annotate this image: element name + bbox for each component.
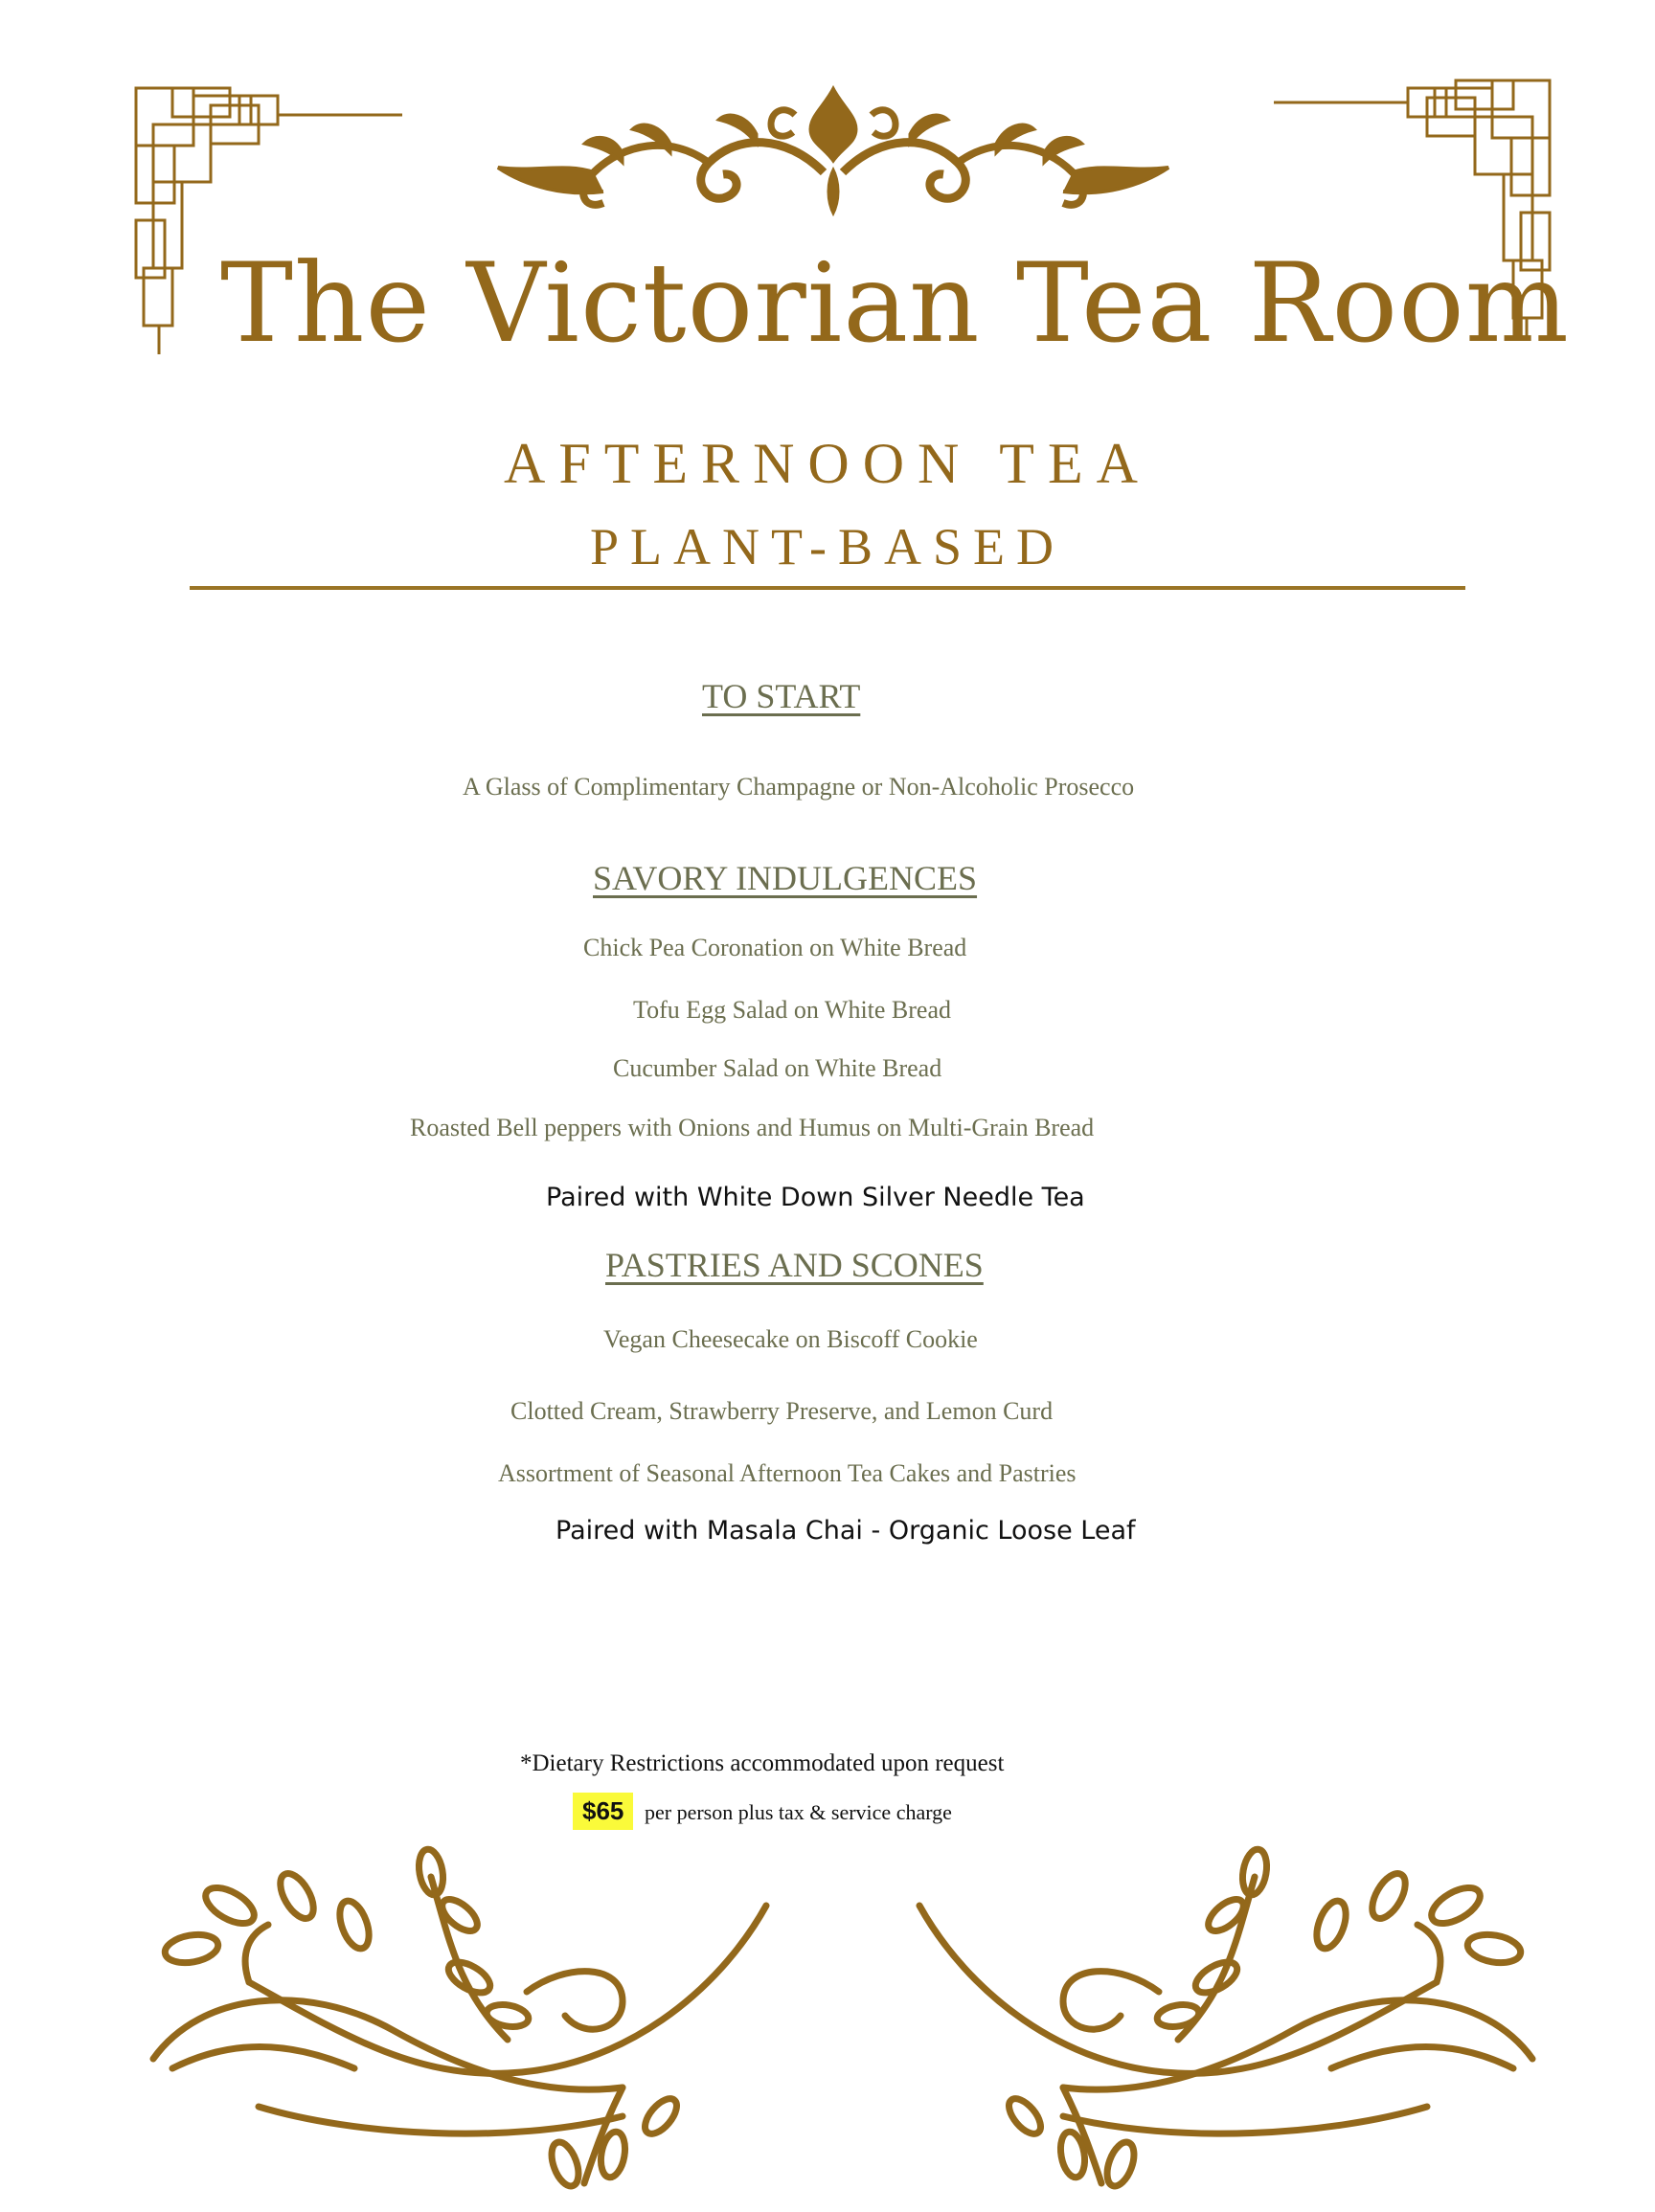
price-note: per person plus tax & service charge bbox=[645, 1800, 952, 1824]
menu-subtitle-plant-based: PLANT-BASED bbox=[589, 518, 1066, 576]
dietary-note: *Dietary Restrictions accommodated upon request bbox=[520, 1750, 1005, 1776]
page-title: The Victorian Tea Room bbox=[220, 239, 1570, 367]
price-badge: $65 bbox=[573, 1793, 633, 1830]
menu-item: Cucumber Salad on White Bread bbox=[613, 1054, 942, 1082]
menu-item: Tofu Egg Salad on White Bread bbox=[633, 996, 952, 1024]
menu-item: Chick Pea Coronation on White Bread bbox=[583, 934, 967, 961]
menu-item: Roasted Bell peppers with Onions and Humus on Multi-Grain Bread bbox=[410, 1114, 1095, 1141]
menu-subtitle-afternoon-tea: AFTERNOON TEA bbox=[504, 432, 1151, 495]
section-heading-savory: SAVORY INDULGENCES bbox=[593, 859, 978, 897]
section-heading-pastries: PASTRIES AND SCONES bbox=[605, 1246, 984, 1284]
menu-item: Clotted Cream, Strawberry Preserve, and Lemon Curd bbox=[510, 1397, 1054, 1425]
menu-item: A Glass of Complimentary Champagne or Non-Alcoholic Prosecco bbox=[463, 773, 1135, 801]
tea-pairing: Paired with White Down Silver Needle Tea bbox=[546, 1183, 1085, 1212]
top-filigree-ornament bbox=[479, 77, 1188, 230]
section-heading-to-start: TO START bbox=[702, 677, 861, 715]
header-divider bbox=[190, 586, 1465, 590]
bottom-right-flourish bbox=[910, 1848, 1542, 2212]
tea-pairing: Paired with Masala Chai - Organic Loose Leaf bbox=[555, 1516, 1136, 1546]
bottom-left-flourish bbox=[144, 1848, 776, 2212]
menu-item: Vegan Cheesecake on Biscoff Cookie bbox=[603, 1325, 978, 1353]
menu-item: Assortment of Seasonal Afternoon Tea Cakes and Pastries bbox=[498, 1459, 1077, 1487]
